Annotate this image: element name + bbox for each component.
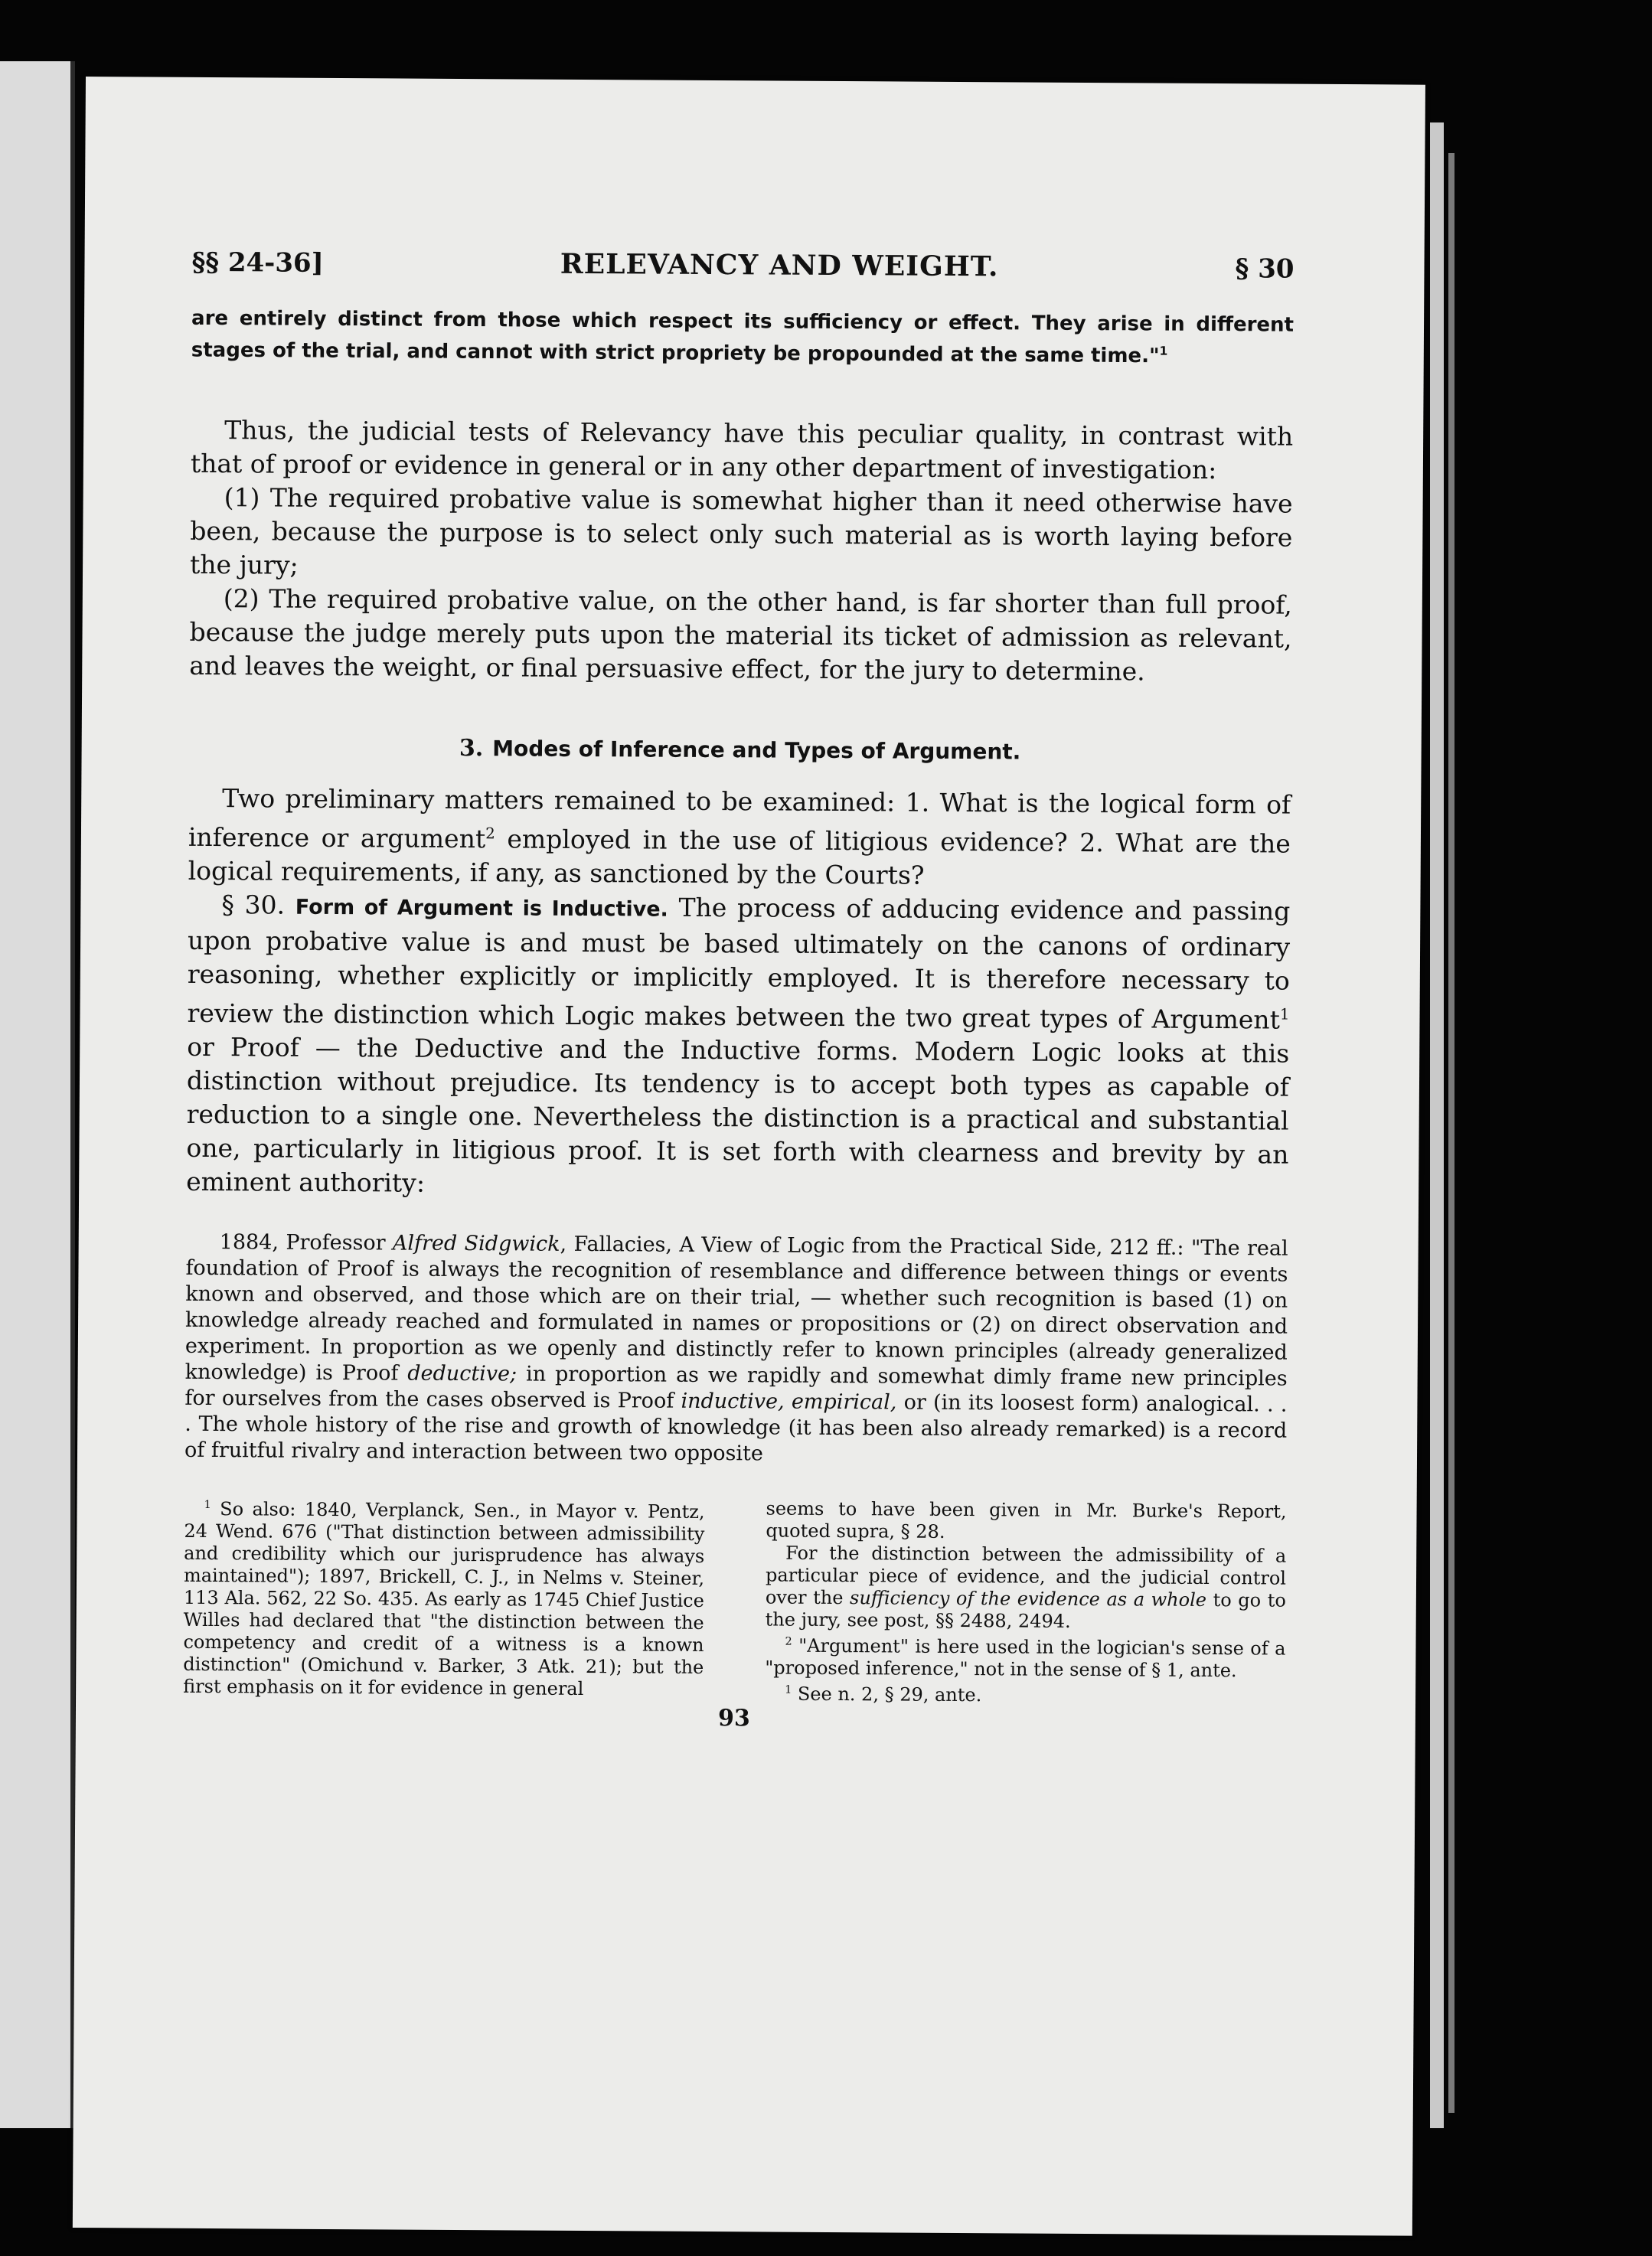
page-number: 93 [717,1704,750,1732]
header-left: §§ 24-36] [191,246,324,279]
footnote-1-continued: seems to have been given in Mr. Burke's Report, quoted supra, § 28. [766,1497,1287,1543]
page-content [183,246,1295,1735]
footnotes-right [765,1497,1287,1708]
previous-page-edge [0,61,75,2128]
footnotes-left [183,1494,705,1704]
header-right: § 30 [1235,253,1295,285]
footnote-1: $^1$ So also: 1840, Verplanck, Sen., in Mayor v. Pentz, 24 Wend. 676 ("That distinction between admissibility and credibility which our jurisprudence has always maintained"); 1897, Brickell, C. J., in Nelms v. Steiner, 113 Ala. 562, 22 So. 435. As early as 1745 Chief Justice Willes had declared that "the distinction between the competency and credit of a witness is a known distinction" (Omichund v. Barker, 3 Atk. 21); but the first emphasis on it for evidence in general [183,1497,705,1699]
section-title: Modes of Inference and Types of Argument. [492,735,1021,765]
footnotes [183,1494,1287,1708]
paragraph-preliminary: Two preliminary matters remained to be examined: 1. What is the logical form of inference or argument$^2$ employed in the use of litigious evidence? 2. What are the logical requirements, if any, as sanctioned by the Courts? [188,782,1291,890]
section-30-number: § 30. [221,889,286,920]
footnote-1-para-2: For the distinction between the admissibility of a particular piece of evidence, and the judicial control over the sufficiency of the evidence as a whole to go to the jury, see post, §§ 2488, 2494. [765,1542,1287,1632]
footnote-2: $^2$ "Argument" is here used in the logician's sense of a "proposed inference," not in the sense of § 1, ante. [765,1634,1286,1681]
lead-quote: are entirely distinct from those which respect its sufficiency or effect. They arise in different stages of the trial, and cannot with strict propriety be propounded at the same time."$^1$ [191,306,1295,368]
sidgwick-quotation: 1884, Professor Alfred Sidgwick, Fallacies, A View of Logic from the Practical Side, 212 ff.: "The real foundation of Proof is always the recognition of resemblance and difference between things or events known and observed, and those which are on their trial, — whether such recognition is based (1) on knowledge already reached and formulated in names or propositions or (2) on direct observation and experiment. In proportion as we openly and distinctly refer to known principles (already generalized knowledge) is Proof deductive; in proportion as we rapidly and somewhat dimly frame new principles for ourselves from the cases observed is Proof inductive, empirical, or (in its loosest form) analogical. . . . The whole history of the rise and growth of knowledge (it has been also already remarked) is a record of fruitful rivalry and interaction between two opposite [184,1229,1288,1466]
section-number: 3. [459,734,484,762]
paragraph-thus: Thus, the judicial tests of Relevancy have this peculiar quality, in contrast with that of proof or evidence in general or in any other department of investigation: [190,414,1294,485]
list-item-2: (2) The required probative value, on the other hand, is far shorter than full proof, because the judge merely puts upon the material its ticket of admission as relevant, and leaves the weight, or final persuasive effect, for the jury to determine. [189,583,1292,687]
paragraph-section-30: § 30. Form of Argument is Inductive. The process of adducing evidence and passing upon probative value is and must be based ultimately on the canons of ordinary reasoning, whether explicitly or implicitly employed. It is therefore necessary to review the distinction which Logic makes between the two great types of Argument$^1$ or Proof — the Deductive and the Inductive forms. Modern Logic looks at this distinction without prejudice. Its tendency is to accept both types as capable of reduction to a single one. Nevertheless the distinction is a practical and substantial one, particularly in litigious proof. It is set forth with clearness and brevity by an eminent authority: [186,889,1291,1198]
footnote-ref: 2 [485,824,495,842]
page-edge-right [1430,122,1444,2128]
section-heading [189,733,1291,766]
footnote-ref: 1 [1159,344,1168,358]
quote-author: Alfred Sidgwick [392,1231,560,1256]
header-title: RELEVANCY AND WEIGHT. [560,247,999,283]
section-30-heading: Form of Argument is Inductive. [295,895,668,922]
list-item-1: (1) The required probative value is somewhat higher than it need otherwise have been, because the purpose is to select only such material as is worth laying before the jury; [189,482,1293,580]
running-header [191,246,1294,299]
book-page [73,77,1425,2236]
footnote-3: $^1$ See n. 2, § 29, ante. [785,1683,982,1706]
footnote-ref: 1 [1279,1005,1290,1024]
page-edge-shadow [1448,153,1454,2113]
